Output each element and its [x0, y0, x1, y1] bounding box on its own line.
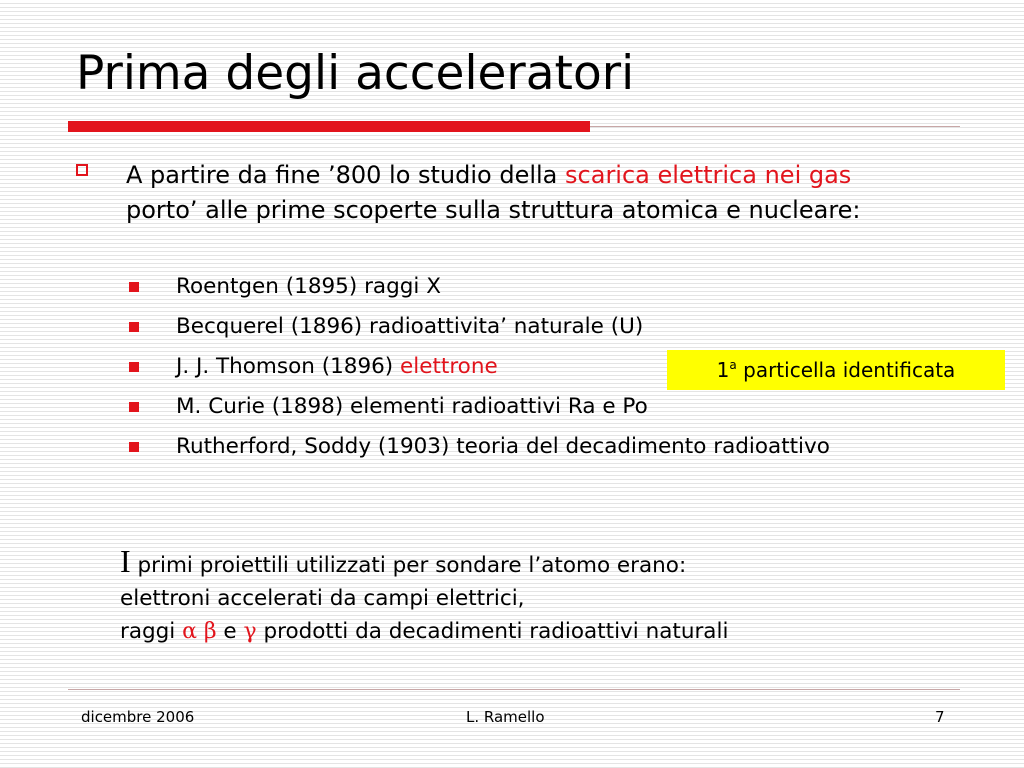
sub-bullet-text: M. Curie (1898) elementi radioattivi Ra e Po — [176, 394, 648, 419]
sub-bullet-text: Becquerel (1896) radioattivita’ naturale (U) — [176, 314, 644, 339]
main-bullet-part1: A partire da fine ’800 lo studio della — [126, 161, 566, 189]
filled-square-bullet-icon — [129, 282, 139, 292]
summary-drop-letter: I — [120, 543, 131, 579]
filled-square-bullet-icon — [129, 442, 139, 452]
summary-line-3-prefix: raggi — [120, 619, 183, 644]
summary-line-3-suffix: prodotti da decadimenti radioattivi naturali — [256, 619, 729, 644]
callout-superscript: a — [729, 358, 737, 372]
gamma-symbol: γ — [243, 619, 257, 644]
main-bullet-text — [126, 158, 906, 228]
main-bullet — [76, 158, 906, 228]
summary-conjunction: e — [216, 619, 244, 644]
alpha-symbol: α — [182, 619, 197, 644]
summary-line-1-text: primi proiettili utilizzati per sondare l’atomo erano: — [130, 553, 687, 578]
summary-line-2: elettroni accelerati da campi elettrici, — [120, 586, 525, 611]
footer-date: dicembre 2006 — [81, 708, 195, 726]
summary-paragraph — [120, 545, 970, 648]
footer-page-number: 7 — [935, 708, 945, 726]
title-underline-bar — [68, 121, 590, 132]
slide-title: Prima degli acceleratori — [76, 46, 635, 101]
main-bullet-highlight: scarica elettrica nei gas — [565, 161, 852, 189]
footer-divider — [68, 689, 960, 690]
footer-author: L. Ramello — [466, 708, 545, 726]
title-underline-line — [590, 126, 960, 127]
filled-square-bullet-icon — [129, 322, 139, 332]
hollow-square-bullet-icon — [76, 164, 88, 176]
sub-bullet-rutherford — [127, 430, 907, 463]
sub-bullet-roentgen — [127, 270, 907, 304]
beta-symbol: β — [203, 619, 217, 644]
summary-line-3 — [120, 615, 970, 648]
callout-box — [667, 350, 1005, 390]
filled-square-bullet-icon — [129, 362, 139, 372]
main-bullet-part2: porto’ alle prime scoperte sulla struttura atomica e nucleare: — [126, 196, 861, 224]
sub-bullet-text: J. J. Thomson (1896) — [176, 354, 401, 379]
filled-square-bullet-icon — [129, 402, 139, 412]
sub-bullet-becquerel — [127, 310, 907, 344]
sub-bullet-highlight: elettrone — [400, 354, 498, 379]
sub-bullet-text: Roentgen (1895) raggi X — [176, 274, 441, 299]
summary-line-1 — [120, 545, 970, 582]
sub-bullet-curie — [127, 390, 907, 424]
sub-bullet-text: Rutherford, Soddy (1903) teoria del decadimento radioattivo — [176, 434, 830, 459]
callout-number: 1 — [716, 358, 730, 382]
callout-text: particella identificata — [736, 358, 956, 382]
